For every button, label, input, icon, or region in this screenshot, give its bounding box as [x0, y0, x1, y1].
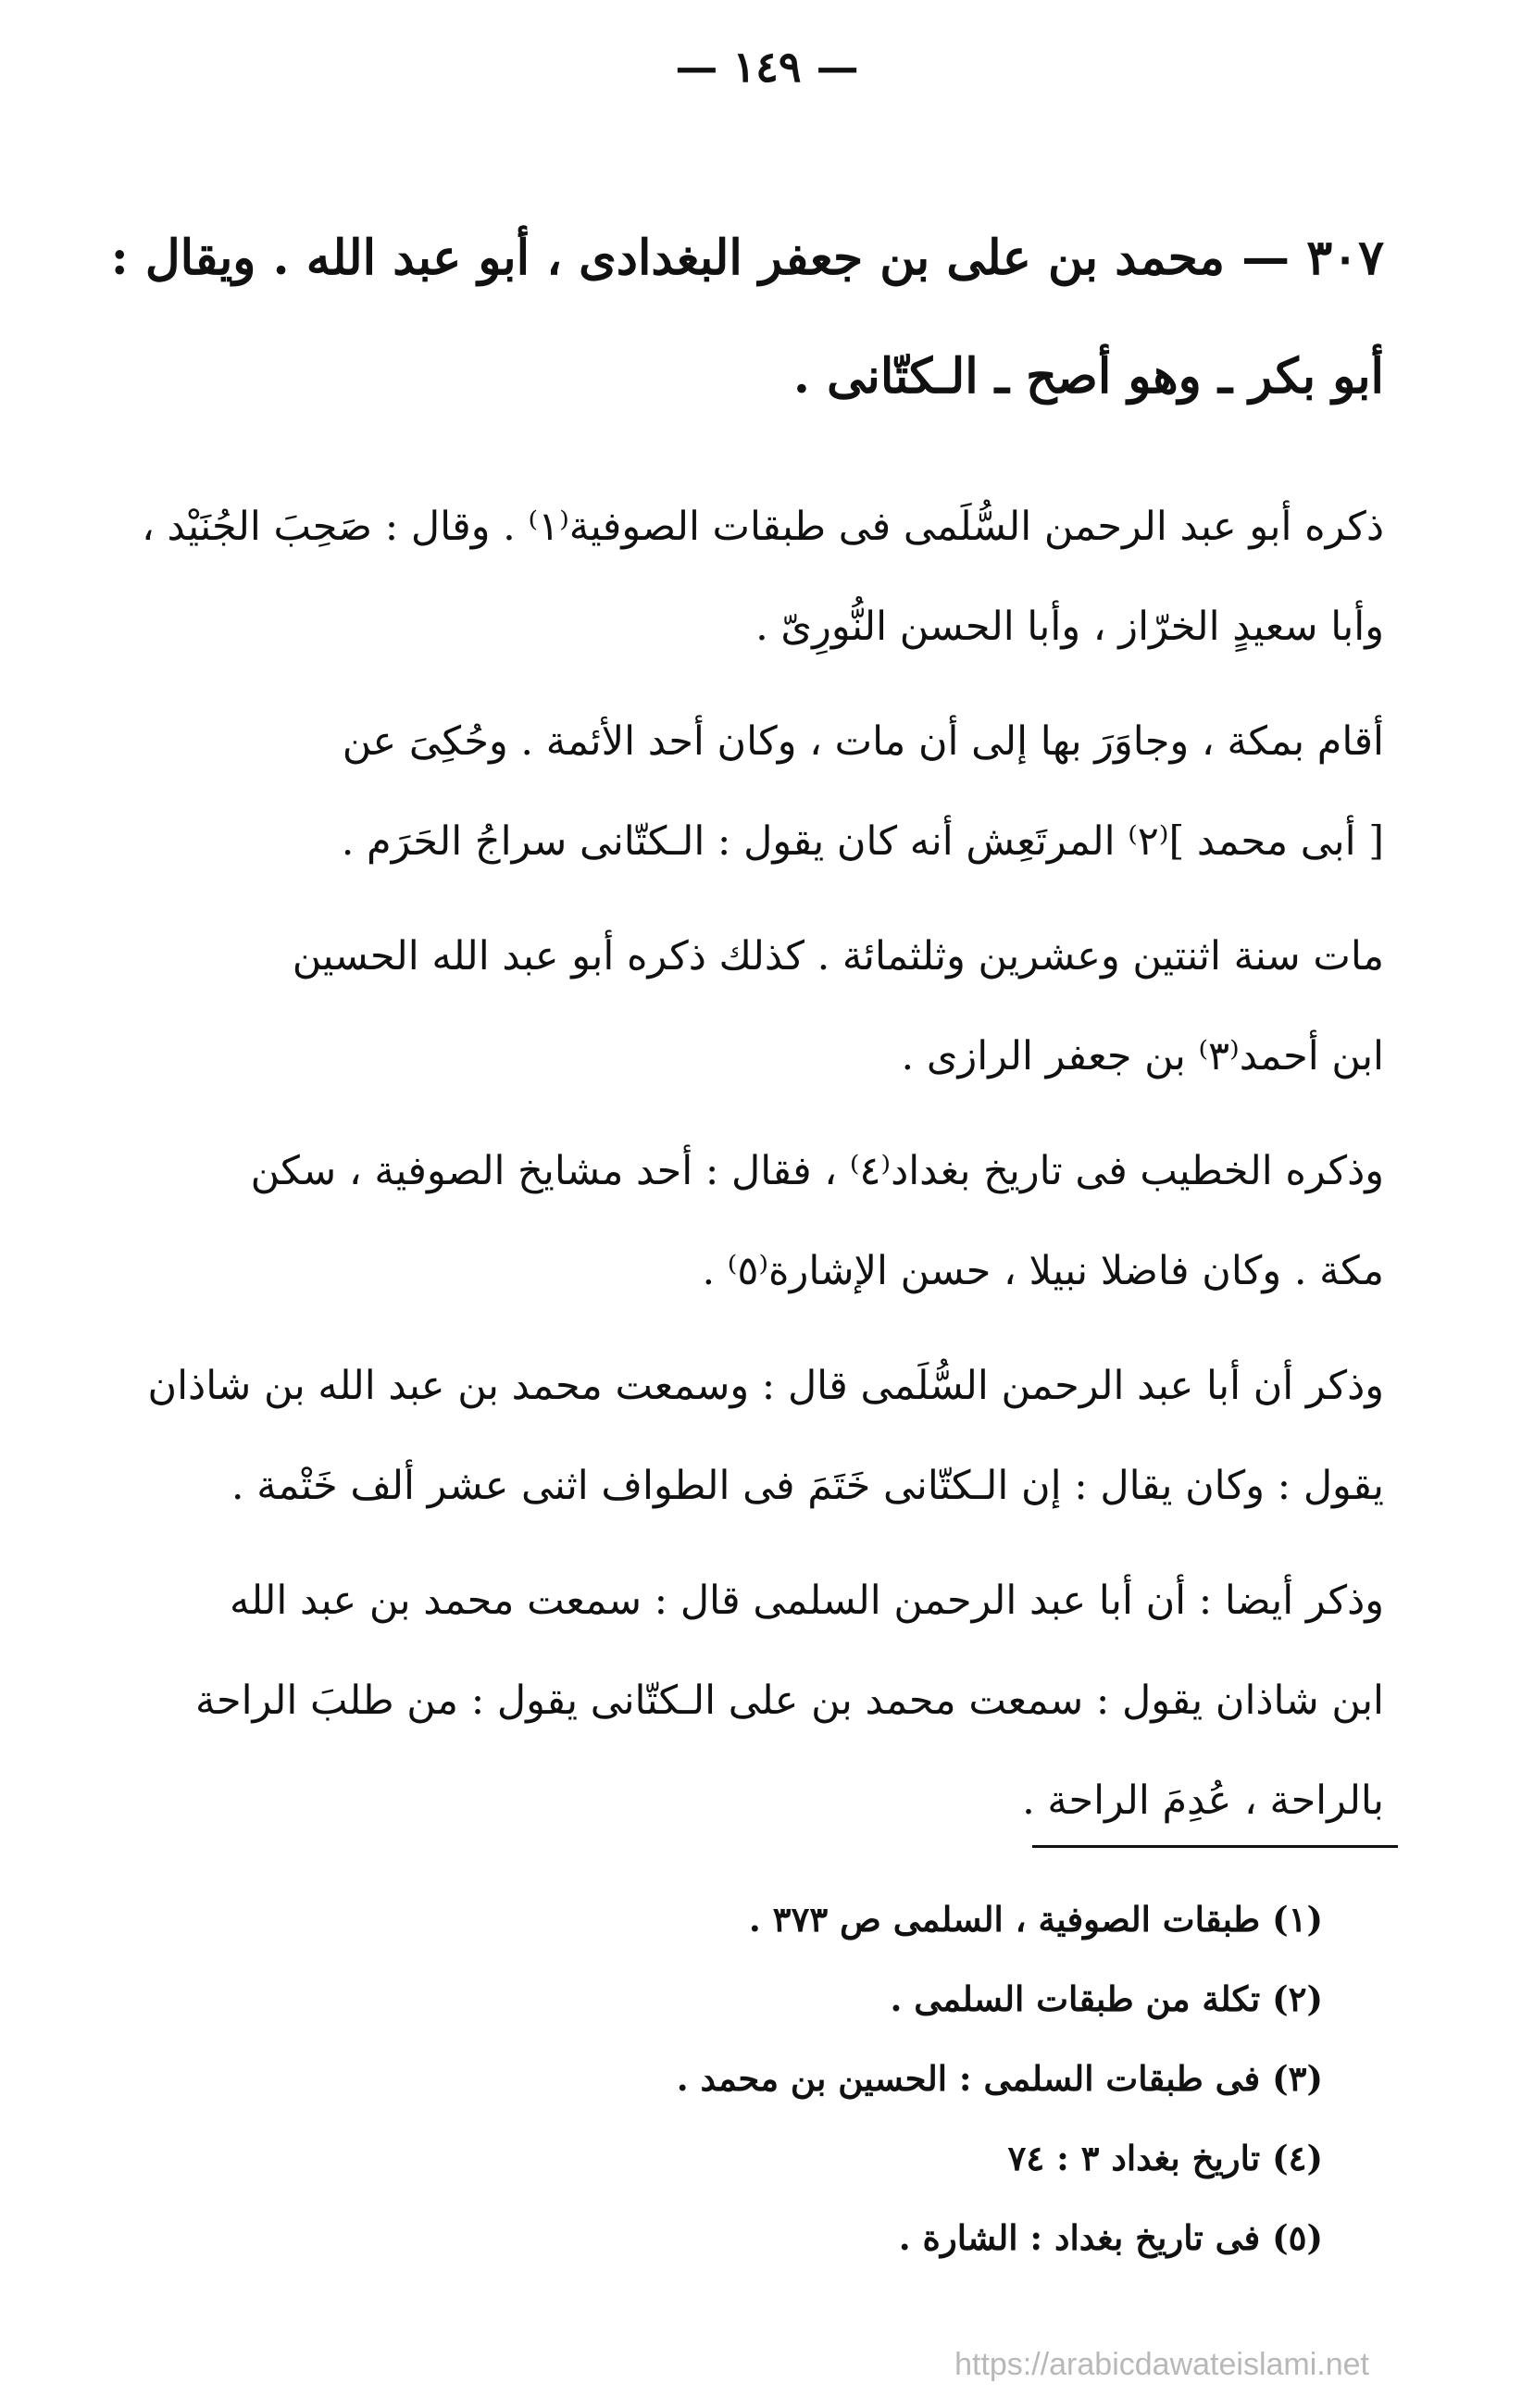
paragraph-line: بالراحة ، عُدِمَ الراحة .	[1022, 1778, 1384, 1824]
footnote: (٢) تكلة من طبقات السلمى .	[890, 1978, 1323, 2019]
paragraph	[190, 1121, 1384, 1321]
entry-heading-line: أبو بكر ـ وهو أصح ـ الـكتّانى .	[792, 348, 1384, 405]
footnote: (٣) فى طبقات السلمى : الحسين بن محمد .	[676, 2058, 1323, 2099]
footnote-divider	[1032, 1845, 1398, 1848]
paragraph	[147, 1336, 1384, 1536]
paragraph-line: وذكر أيضا : أن أبا عبد الرحمن السلمى قال : سمعت محمد بن عبد الله	[230, 1578, 1384, 1624]
entry-heading-line: ٣٠٧ — محمد بن على بن جعفر البغدادى ، أبو عبد الله . ويقال :	[110, 230, 1384, 286]
footnotes	[490, 1879, 1323, 2277]
paragraph-line: ابن شاذان يقول : سمعت محمد بن على الـكتّانى يقول : من طلبَ الراحة	[194, 1678, 1384, 1724]
paragraph-line: وذكر أن أبا عبد الرحمن السُّلَمى قال : وسمعت محمد بن عبد الله بن شاذان	[147, 1363, 1384, 1409]
paragraph-line: مات سنة اثنتين وعشرين وثلثمائة . كذلك ذكره أبو عبد الله الحسين	[292, 933, 1384, 979]
paragraph-line: [ أبى محمد ]⁽٢⁾ المرتَعِش أنه كان يقول : الـكتّانى سراجُ الحَرَم .	[341, 818, 1384, 865]
watermark-url: https://arabicdawateislami.net	[954, 2347, 1369, 2382]
paragraph-line: وذكره الخطيب فى تاريخ بغداد⁽٤⁾ ، فقال : أحد مشايخ الصوفية ، سكن	[250, 1148, 1384, 1194]
paragraph	[190, 906, 1384, 1106]
paragraph-line: ابن أحمد⁽٣⁾ بن جعفر الرازى .	[901, 1033, 1384, 1079]
footnote: (٥) فى تاريخ بغداد : الشارة .	[898, 2217, 1323, 2258]
entry-body	[141, 477, 1384, 1851]
entry-heading	[110, 190, 1384, 427]
footnote: (٤) تاريخ بغداد ٣ : ٧٤	[1007, 2138, 1323, 2178]
paragraph-line: يقول : وكان يقال : إن الـكتّانى خَتَمَ فى الطواف اثنى عشر ألف خَتْمة .	[231, 1463, 1384, 1509]
paragraph-line: أقام بمكة ، وجاوَرَ بها إلى أن مات ، وكان أحد الأئمة . وحُكِىَ عن	[342, 718, 1384, 765]
paragraph	[141, 477, 1384, 677]
paragraph-line: وأبا سعيدٍ الخرّاز ، وأبا الحسن النُّورِىّ .	[755, 604, 1384, 650]
paragraph	[190, 692, 1384, 892]
paragraph-line: ذكره أبو عبد الرحمن السُّلَمى فى طبقات الصوفية⁽١⁾ . وقال : صَحِبَ الجُنَيْد ،	[141, 504, 1384, 550]
paragraph	[190, 1551, 1384, 1851]
paragraph-line: مكة . وكان فاضلا نبيلا ، حسن الإشارة⁽٥⁾ .	[702, 1248, 1384, 1294]
page-number: — ١٤٩ —	[675, 42, 859, 92]
footnote: (١) طبقات الصوفية ، السلمى ص ٣٧٣ .	[748, 1899, 1323, 1940]
